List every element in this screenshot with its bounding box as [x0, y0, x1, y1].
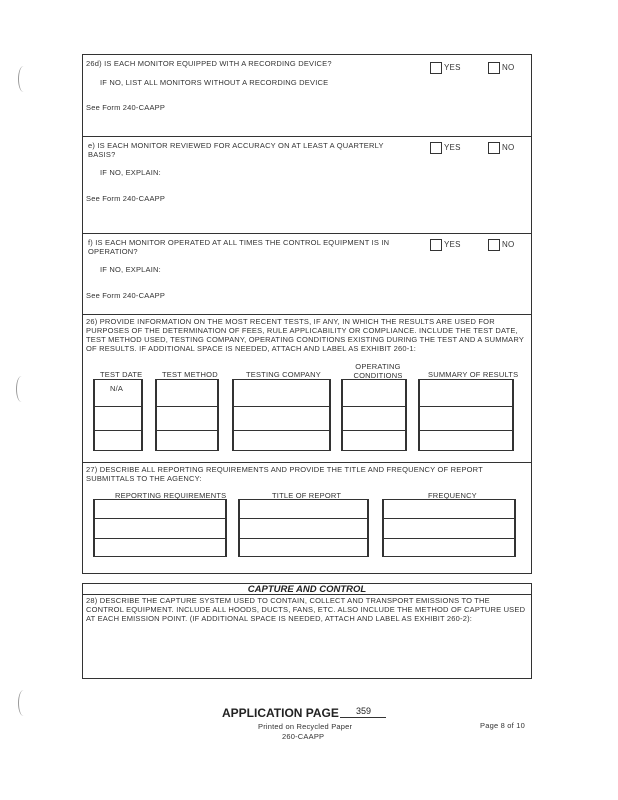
- q26f-question: f) IS EACH MONITOR OPERATED AT ALL TIMES THE CONTROL EQUIPMENT IS IN OPERATION?: [88, 238, 390, 256]
- q27-text: 27) DESCRIBE ALL REPORTING REQUIREMENTS AND PROVIDE THE TITLE AND FREQUENCY OF REPORT SUBMITTALS TO THE AGENCY:: [86, 465, 483, 483]
- q26f-yes-checkbox[interactable]: [430, 239, 442, 251]
- q26d-no-checkbox[interactable]: [488, 62, 500, 74]
- tests-col-header: OPERATING CONDITIONS: [353, 362, 403, 380]
- q26f-if-no: IF NO, EXPLAIN:: [100, 265, 161, 274]
- form-number: 260-CAAPP: [282, 732, 325, 741]
- tests-col-header: TESTING COMPANY: [246, 370, 321, 379]
- q26d-question: 26d) IS EACH MONITOR EQUIPPED WITH A RECORDING DEVICE?: [86, 59, 332, 68]
- q26d-yes-checkbox[interactable]: [430, 62, 442, 74]
- q26e-question: e) IS EACH MONITOR REVIEWED FOR ACCURACY ON AT LEAST A QUARTERLY BASIS?: [88, 141, 384, 159]
- q26d-yes-label: YES: [444, 63, 461, 72]
- q26f-see-form: See Form 240-CAAPP: [86, 291, 166, 300]
- title-of-report-column: [238, 499, 369, 557]
- q26e-no-label: NO: [502, 143, 515, 152]
- reporting-requirements-column: [93, 499, 227, 557]
- punch-mark-bottom: [18, 690, 29, 716]
- tests-col-header: TEST DATE: [100, 370, 143, 379]
- q26e-no-checkbox[interactable]: [488, 142, 500, 154]
- q26d-no-label: NO: [502, 63, 515, 72]
- q26f-no-label: NO: [502, 240, 515, 249]
- q28-text: 28) DESCRIBE THE CAPTURE SYSTEM USED TO CONTAIN, COLLECT AND TRANSPORT EMISSIONS TO THE CONTROL EQUIPMENT. INCLUDE ALL HOODS, DUCTS, FANS, ETC. ALSO INCLUDE THE METHOD OF CAPTURE USED AT EACH EMISSION POINT. (IF ADDITIONAL SPACE IS NEEDED, ATTACH AND LABEL AS EXHIBIT 260-2):: [86, 596, 526, 623]
- divider: [82, 462, 532, 463]
- divider: [82, 136, 532, 137]
- divider: [82, 314, 532, 315]
- application-page-label: APPLICATION PAGE: [222, 706, 339, 720]
- q26e-if-no: IF NO, EXPLAIN:: [100, 168, 161, 177]
- reporting-col-header: TITLE OF REPORT: [272, 491, 342, 500]
- q26e-yes-checkbox[interactable]: [430, 142, 442, 154]
- reporting-col-header: FREQUENCY: [428, 491, 477, 500]
- operating-conditions-column: [341, 379, 407, 451]
- divider: [82, 233, 532, 234]
- q26f-no-checkbox[interactable]: [488, 239, 500, 251]
- testing-company-column: [232, 379, 331, 451]
- page-indicator: Page 8 of 10: [480, 721, 525, 730]
- punch-mark-middle: [16, 376, 27, 402]
- application-page-number: 359: [356, 706, 372, 716]
- punch-mark-top: [18, 66, 29, 92]
- q26e-see-form: See Form 240-CAAPP: [86, 194, 166, 203]
- recycled-paper-note: Printed on Recycled Paper: [258, 722, 353, 731]
- q26d-if-no: IF NO, LIST ALL MONITORS WITHOUT A RECORDING DEVICE: [100, 78, 329, 87]
- frequency-column: [382, 499, 516, 557]
- tests-col-header: SUMMARY OF RESULTS: [428, 370, 519, 379]
- page-number-underline: [340, 717, 386, 718]
- test-date-value: N/A: [110, 384, 124, 393]
- reporting-col-header: REPORTING REQUIREMENTS: [115, 491, 227, 500]
- q26d-see-form: See Form 240-CAAPP: [86, 103, 166, 112]
- summary-results-column: [418, 379, 514, 451]
- test-method-column: [155, 379, 219, 451]
- q26e-yes-label: YES: [444, 143, 461, 152]
- q26-tests-text: 26) PROVIDE INFORMATION ON THE MOST RECENT TESTS, IF ANY, IN WHICH THE RESULTS ARE USED FOR PURPOSES OF THE DETERMINATION OF FEES, RULE APPLICABILITY OR COMPLIANCE. INCLUDE THE TEST DATE, TEST METHOD USED, TESTING COMPANY, OPERATING CONDITIONS EXISTING DURING THE TEST AND A SUMMARY OF RESULTS. IF ADDITIONAL SPACE IS NEEDED, ATTACH AND LABEL AS EXHIBIT 260-1:: [86, 317, 524, 353]
- capture-heading: CAPTURE AND CONTROL: [247, 584, 367, 595]
- tests-col-header: TEST METHOD: [162, 370, 218, 379]
- q26f-yes-label: YES: [444, 240, 461, 249]
